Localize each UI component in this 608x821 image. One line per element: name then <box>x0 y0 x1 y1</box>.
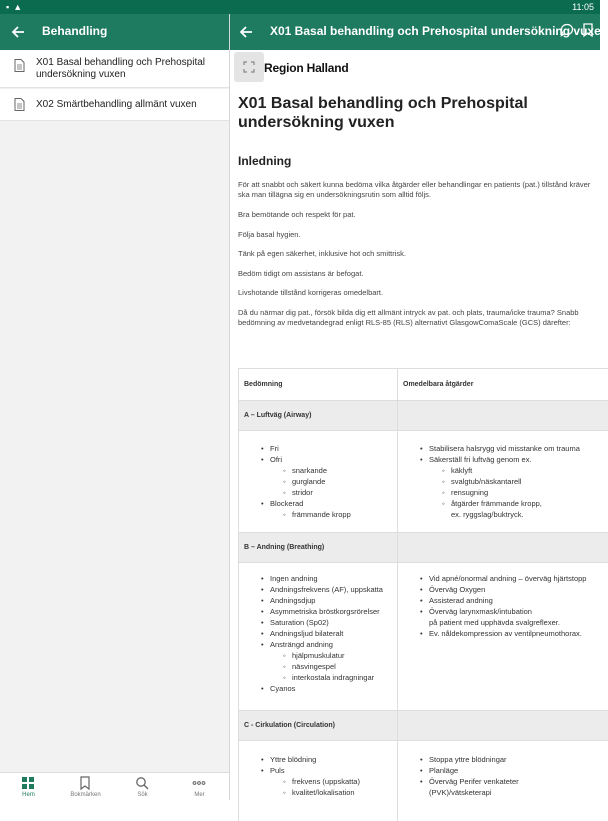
list-item: • Planläge <box>402 765 604 776</box>
assessment-list <box>243 754 393 798</box>
list-item: på patient med upphävda svalgreflexer. <box>402 617 604 628</box>
list-item[interactable] <box>0 50 229 88</box>
list-item: • Fri <box>243 443 393 454</box>
actions-list <box>402 443 604 520</box>
list-item: ◦ kvalitet/lokalisation <box>243 787 393 798</box>
list-item: • Puls <box>243 765 393 776</box>
list-item: • Vid apné/onormal andning – överväg hjärtstopp <box>402 573 604 584</box>
paragraph: Då du närmar dig pat., försök bilda dig ett allmänt intryck av pat. och plats, trauma/icke trauma? Snabb bedömning av medvetandegrad enligt RLS-85 (RLS) alternativt GlasgowComaScale (GCS) därefter: <box>238 308 593 328</box>
nav-label: Bokmärken <box>57 792 114 798</box>
list-item: • Blockerad <box>243 498 393 509</box>
paragraph: Följa basal hygien. <box>238 230 593 240</box>
abc-assessment-table <box>238 368 608 821</box>
assessment-cell <box>239 431 398 533</box>
assessment-cell <box>239 741 398 821</box>
region-halland-logo: Region Halland <box>264 61 349 75</box>
comment-icon[interactable] <box>560 23 574 37</box>
section-title: B – Andning (Breathing) <box>239 533 398 563</box>
table-row <box>239 431 608 533</box>
section-row <box>239 401 608 431</box>
actions-list <box>402 573 604 639</box>
document-icon <box>14 59 25 72</box>
list-item[interactable] <box>0 89 229 121</box>
list-item: • Säkerställ fri luftväg genom ex. <box>402 454 604 465</box>
list-item: • Cyanos <box>243 683 393 694</box>
right-app-bar <box>230 14 600 50</box>
bookmark-icon <box>78 776 92 790</box>
list-item: • Överväg Perifer venkateter <box>402 776 604 787</box>
fullscreen-button[interactable] <box>234 52 264 82</box>
column-header: Bedömning <box>239 369 398 401</box>
assessment-list <box>243 573 393 694</box>
back-arrow-icon[interactable] <box>8 22 28 42</box>
column-header: Omedelbara åtgärder <box>398 369 608 401</box>
list-item: ◦ svalgtub/näskantarell <box>402 476 604 487</box>
section-row-fill <box>398 533 608 563</box>
section-row <box>239 533 608 563</box>
list-item: ◦ främmande kropp <box>243 509 393 520</box>
list-item: • Andningsdjup <box>243 595 393 606</box>
assessment-list <box>243 443 393 520</box>
list-item: ◦ gurglande <box>243 476 393 487</box>
list-item: • Assisterad andning <box>402 595 604 606</box>
list-item: • Stabilisera halsrygg vid misstanke om trauma <box>402 443 604 454</box>
list-item: • Stoppa yttre blödningar <box>402 754 604 765</box>
document-header-title: X01 Basal behandling och Prehospital undersökning vuxen <box>270 24 555 38</box>
actions-cell <box>398 431 608 533</box>
list-item: ◦ stridor <box>243 487 393 498</box>
list-item: • Saturation (Sp02) <box>243 617 393 628</box>
list-item: • Asymmetriska bröstkorgsrörelser <box>243 606 393 617</box>
fullscreen-icon <box>243 61 255 73</box>
notification-icons: ▪▲ <box>6 2 26 12</box>
document-icon <box>14 98 25 111</box>
page-title: X01 Basal behandling och Prehospital undersökning vuxen <box>238 94 578 132</box>
section-title: A – Luftväg (Airway) <box>239 401 398 431</box>
list-item: ◦ frekvens (uppskatta) <box>243 776 393 787</box>
more-icon <box>192 776 206 790</box>
list-item: ◦ rensugning <box>402 487 604 498</box>
list-item: • Andningsfrekvens (AF), uppskatta <box>243 584 393 595</box>
list-item: • Yttre blödning <box>243 754 393 765</box>
list-item: ◦ käklyft <box>402 465 604 476</box>
nav-more[interactable] <box>171 773 228 801</box>
list-item: • Ingen andning <box>243 573 393 584</box>
status-bar <box>0 0 600 14</box>
left-app-bar <box>0 14 229 50</box>
list-item: • Ofri <box>243 454 393 465</box>
actions-cell <box>398 563 608 711</box>
back-arrow-icon[interactable] <box>236 22 256 42</box>
list-item: • Ansträngd andning <box>243 639 393 650</box>
nav-label: Sök <box>114 792 171 798</box>
paragraph: Bedöm tidigt om assistans är befogat. <box>238 269 593 279</box>
left-header-title: Behandling <box>42 24 107 38</box>
assessment-cell <box>239 563 398 711</box>
paragraph: Bra bemötande och respekt för pat. <box>238 210 593 220</box>
search-icon <box>135 776 149 790</box>
table-row <box>239 563 608 711</box>
actions-cell <box>398 741 608 821</box>
nav-label: Mer <box>171 792 228 798</box>
list-item: • Ev. nåldekompression av ventilpneumothorax. <box>402 628 604 639</box>
section-title: C - Cirkulation (Circulation) <box>239 711 398 741</box>
paragraph: Livshotande tillstånd korrigeras omedelbart. <box>238 288 593 298</box>
section-row-fill <box>398 711 608 741</box>
bookmark-icon[interactable] <box>582 23 594 37</box>
bottom-navigation <box>0 772 229 800</box>
paragraph: Tänk på egen säkerhet, inklusive hot och smittrisk. <box>238 249 593 259</box>
paragraph: För att snabbt och säkert kunna bedöma vilka åtgärder eller behandlingar en patients (pat.) tillstånd kräver ska man tillägna sig en undersökningsrutin som alltid följs. <box>238 180 593 200</box>
nav-label: Hem <box>0 792 57 798</box>
list-item: • Överväg Oxygen <box>402 584 604 595</box>
list-item: ◦ snarkande <box>243 465 393 476</box>
section-row-fill <box>398 401 608 431</box>
nav-bookmarks[interactable] <box>57 773 114 801</box>
list-item: ◦ hjälpmuskulatur <box>243 650 393 661</box>
list-item: ◦ interkostala indragningar <box>243 672 393 683</box>
list-item: • Överväg larynxmask/intubation <box>402 606 604 617</box>
nav-home[interactable] <box>0 773 57 801</box>
actions-list <box>402 754 604 798</box>
list-item: ◦ näsvingespel <box>243 661 393 672</box>
list-item: ◦ åtgärder främmande kropp, <box>402 498 604 509</box>
list-item: • Andningsljud bilateralt <box>243 628 393 639</box>
grid-icon <box>21 776 35 790</box>
document-list-pane <box>0 50 229 772</box>
nav-search[interactable] <box>114 773 171 801</box>
section-row <box>239 711 608 741</box>
document-label: X02 Smärtbehandling allmänt vuxen <box>36 99 222 111</box>
list-item: ex. ryggslag/buktryck. <box>402 509 604 520</box>
list-item: (PVK)/vätsketerapi <box>402 787 604 798</box>
table-row <box>239 741 608 821</box>
document-content[interactable] <box>230 50 600 800</box>
table-header-row <box>239 369 608 401</box>
document-label: X01 Basal behandling och Prehospital undersökning vuxen <box>36 57 222 81</box>
section-heading: Inledning <box>238 154 291 168</box>
status-time: 11:05 <box>572 2 594 12</box>
